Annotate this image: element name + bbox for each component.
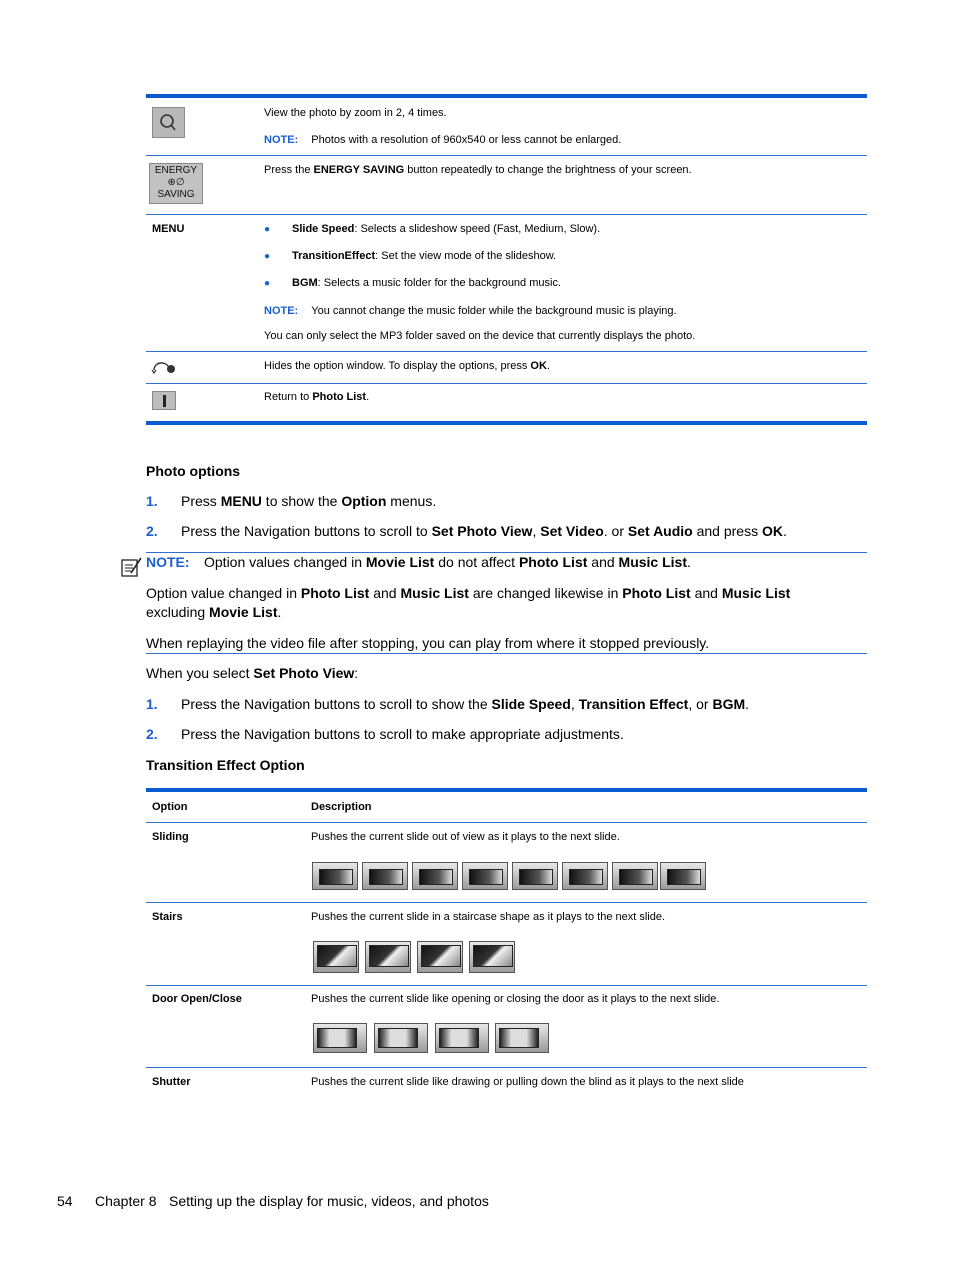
- page-footer: [57, 1193, 489, 1209]
- note-label: NOTE:: [146, 554, 190, 570]
- text-span: :: [354, 665, 359, 681]
- text-span: Press the Navigation buttons to scroll to make appropriate adjustments.: [181, 726, 624, 742]
- text-span: Press the: [264, 164, 314, 176]
- bold-span: Set Photo View: [431, 523, 533, 539]
- door-thumbnail: [495, 1023, 549, 1053]
- bold-span: Slide Speed: [292, 223, 355, 235]
- sliding-thumbnail: [362, 862, 408, 890]
- text-span: menus.: [386, 493, 437, 509]
- bullet-icon: ●: [264, 224, 271, 235]
- energy-saving-icon: [149, 163, 203, 204]
- option-desc: Pushes the current slide out of view as it plays to the next slide.: [311, 831, 620, 843]
- step-item: [146, 695, 866, 713]
- text-span: Hides the option window. To display the options, press: [264, 360, 531, 372]
- bold-span: Set Video: [540, 523, 604, 539]
- step-number: 2.: [146, 523, 158, 539]
- exit-icon: [152, 391, 176, 410]
- footer-chapter: Chapter 8: [95, 1193, 157, 1209]
- text-span: When you select: [146, 665, 254, 681]
- text-span: .: [366, 391, 370, 403]
- back-icon: [151, 358, 177, 379]
- zoom-icon: [152, 107, 185, 138]
- text-span: .: [687, 554, 691, 570]
- bold-span: OK: [761, 523, 783, 539]
- sliding-thumbnail: [462, 862, 508, 890]
- subsection-heading: Transition Effect Option: [146, 757, 305, 773]
- bold-span: Movie List: [209, 604, 278, 620]
- table2-top-rule: [146, 788, 867, 792]
- table2-row-divider: [146, 1067, 867, 1068]
- bold-span: Transition Effect: [578, 696, 689, 712]
- text-span: : Selects a music folder for the background music.: [317, 277, 562, 289]
- bullet-icon: ●: [264, 278, 271, 289]
- bold-span: Set Audio: [627, 523, 693, 539]
- note-paragraph: When replaying the video file after stopping, you can play from where it stopped previously.: [146, 635, 710, 651]
- option-name: Sliding: [152, 831, 189, 843]
- bold-span: Movie List: [365, 554, 435, 570]
- menu-extra: You can only select the MP3 folder saved on the device that currently displays the photo.: [264, 330, 696, 342]
- bold-span: Music List: [721, 585, 791, 601]
- bold-span: BGM: [712, 696, 746, 712]
- option-desc: Pushes the current slide like drawing or pulling down the blind as it plays to the next slide: [311, 1076, 744, 1088]
- door-thumbnail: [374, 1023, 428, 1053]
- text-span: . or: [603, 523, 628, 539]
- table2-row-divider: [146, 822, 867, 823]
- table1-row-divider: [146, 351, 867, 352]
- bullet-item: [264, 222, 601, 237]
- bold-span: Photo List: [300, 585, 370, 601]
- bullet-item: [264, 249, 557, 264]
- stairs-thumbnail: [365, 941, 411, 973]
- return-desc: [264, 390, 369, 404]
- step-number: 1.: [146, 493, 158, 509]
- energy-desc: [264, 163, 692, 177]
- table2-row-divider: [146, 902, 867, 903]
- text-span: Press: [181, 493, 221, 509]
- text-span: .: [277, 604, 282, 620]
- hide-desc: [264, 359, 550, 373]
- sliding-thumbnail: [312, 862, 358, 890]
- text-span: Press the Navigation buttons to scroll to show the: [181, 696, 492, 712]
- bold-span: TransitionEffect: [292, 250, 376, 262]
- step-number: 1.: [146, 696, 158, 712]
- page-number: 54: [57, 1193, 73, 1209]
- text-span: button repeatedly to change the brightness of your screen.: [404, 164, 692, 176]
- icon-label-line3: SAVING: [157, 189, 195, 200]
- bold-span: BGM: [292, 277, 318, 289]
- text-span: : Set the view mode of the slideshow.: [375, 250, 557, 262]
- text-span: ,: [532, 523, 541, 539]
- sliding-thumbnail: [512, 862, 558, 890]
- table1-top-rule: [146, 94, 867, 98]
- bold-span: Photo List: [312, 391, 367, 403]
- note-line: [146, 553, 691, 571]
- stairs-thumbnail: [469, 941, 515, 973]
- bold-span: OK: [530, 360, 547, 372]
- bullet-item: [264, 276, 562, 291]
- option-name: Stairs: [152, 911, 183, 923]
- text-span: Option value changed in: [146, 585, 301, 601]
- text-span: , or: [688, 696, 713, 712]
- stairs-thumbnail: [417, 941, 463, 973]
- menu-note: [264, 304, 677, 318]
- text-span: are changed likewise in: [468, 585, 623, 601]
- zoom-note: [264, 133, 621, 147]
- zoom-desc: View the photo by zoom in 2, 4 times.: [264, 107, 447, 119]
- table1-row-divider: [146, 214, 867, 215]
- sliding-thumbnail: [562, 862, 608, 890]
- note-text: You cannot change the music folder while the background music is playing.: [311, 305, 677, 317]
- bold-span: Set Photo View: [253, 665, 355, 681]
- bold-span: MENU: [220, 493, 262, 509]
- icon-label-line1: ENERGY: [154, 165, 198, 176]
- option-name: Door Open/Close: [152, 993, 242, 1005]
- text-span: Return to: [264, 391, 313, 403]
- step-item: [146, 522, 866, 540]
- option-desc: Pushes the current slide in a staircase shape as it plays to the next slide.: [311, 911, 666, 923]
- note-label: NOTE:: [264, 305, 299, 317]
- table1-bottom-rule: [146, 421, 867, 425]
- note-icon: [119, 555, 143, 584]
- bold-span: Option: [341, 493, 387, 509]
- option-desc: Pushes the current slide like opening or closing the door as it plays to the next slide.: [311, 993, 720, 1005]
- text-span: ,: [570, 696, 579, 712]
- section-heading: Photo options: [146, 463, 241, 479]
- door-thumbnail: [313, 1023, 367, 1053]
- icon-label-line2: ⊕∅: [167, 177, 185, 188]
- door-thumbnail: [435, 1023, 489, 1053]
- menu-key: MENU: [152, 223, 185, 235]
- text-span: and: [690, 585, 722, 601]
- column-header-option: Option: [152, 801, 188, 813]
- when-select-text: [146, 664, 358, 682]
- step-number: 2.: [146, 726, 158, 742]
- text-span: and: [369, 585, 401, 601]
- text-span: Option values changed in: [204, 554, 366, 570]
- footer-title: Setting up the display for music, videos, and photos: [169, 1193, 489, 1209]
- step-item: [146, 492, 866, 510]
- table1-row-divider: [146, 155, 867, 156]
- column-header-description: Description: [311, 801, 372, 813]
- text-span: do not affect: [434, 554, 519, 570]
- text-span: .: [782, 523, 787, 539]
- bold-span: Music List: [618, 554, 687, 570]
- sliding-thumbnail: [660, 862, 706, 890]
- sliding-thumbnail: [612, 862, 658, 890]
- stairs-thumbnail: [313, 941, 359, 973]
- table1-row-divider: [146, 383, 867, 384]
- text-span: excluding: [146, 604, 210, 620]
- sliding-thumbnail: [412, 862, 458, 890]
- note-bottom-rule: [146, 653, 867, 654]
- bold-span: Slide Speed: [491, 696, 571, 712]
- note-paragraph: [146, 584, 846, 621]
- option-name: Shutter: [152, 1076, 191, 1088]
- text-span: : Selects a slideshow speed (Fast, Medium, Slow).: [354, 223, 601, 235]
- bold-span: Photo List: [622, 585, 691, 601]
- text-span: Press the Navigation buttons to scroll to: [181, 523, 432, 539]
- note-text: Photos with a resolution of 960x540 or less cannot be enlarged.: [311, 134, 622, 146]
- step-item: [146, 725, 866, 743]
- bullet-icon: ●: [264, 251, 271, 262]
- text-span: .: [546, 360, 550, 372]
- table2-row-divider: [146, 985, 867, 986]
- text-span: and press: [692, 523, 762, 539]
- note-label: NOTE:: [264, 134, 299, 146]
- bold-span: Music List: [400, 585, 469, 601]
- bold-span: Photo List: [518, 554, 588, 570]
- text-span: to show the: [261, 493, 342, 509]
- bold-span: ENERGY SAVING: [313, 164, 405, 176]
- text-span: .: [745, 696, 750, 712]
- text-span: and: [587, 554, 619, 570]
